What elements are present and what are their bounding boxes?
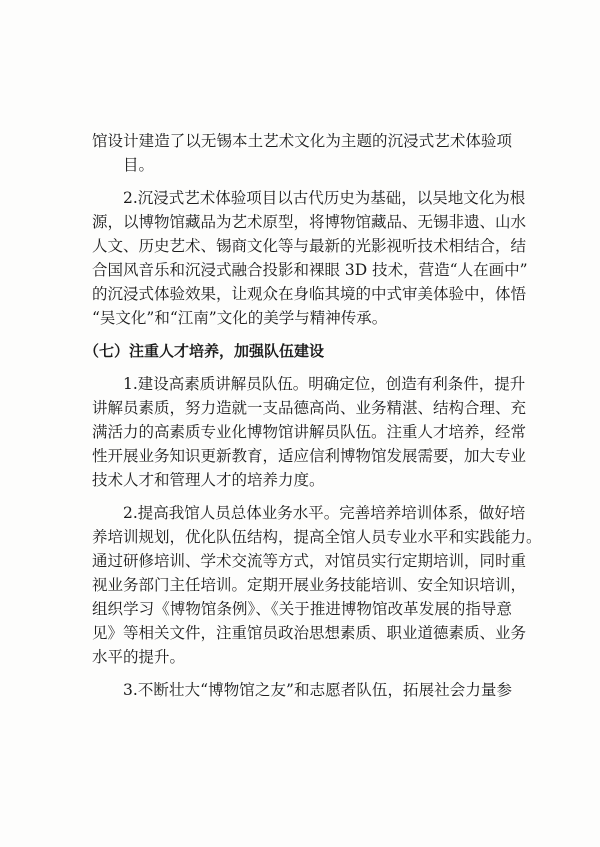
- section-heading: [84, 339, 512, 363]
- text-line: “吴文化”和“江南”文化的美学与精神传承。: [92, 309, 388, 327]
- text-line: 目。: [123, 156, 155, 174]
- text-line: 通过研修培训、学术交流等方式，对馆员实行定期培训，同时重: [92, 552, 527, 570]
- section-heading-text: （七）注重人才培养，加强队伍建设: [84, 342, 325, 360]
- paragraph: [92, 186, 528, 330]
- text-line: 讲解员素质，努力造就一支品德高尚、业务精湛、结构合理、充: [92, 399, 527, 417]
- paragraph: [92, 372, 527, 492]
- document-body: [84, 129, 542, 702]
- paragraph: [92, 678, 512, 702]
- text-line: 2.提高我馆人员总体业务水平。完善培养培训体系，做好培: [123, 504, 526, 522]
- text-line: 1.建设高素质讲解员队伍。明确定位，创造有利条件，提升: [123, 375, 526, 393]
- text-line: 水平的提升。: [92, 648, 186, 666]
- text-line: 见》等相关文件，注重馆员政治思想素质、职业道德素质、业务: [92, 624, 527, 642]
- text-line: 满活力的高素质专业化博物馆讲解员队伍。注重人才培养，经常: [92, 423, 527, 441]
- text-line: 人文、历史艺术、锡商文化等与最新的光影视听技术相结合，结: [92, 237, 527, 255]
- text-line: 馆设计建造了以无锡本土艺术文化为主题的沉浸式艺术体验项: [92, 132, 512, 150]
- text-line: 源，以博物馆藏品为艺术原型，将博物馆藏品、无锡非遗、山水: [92, 213, 527, 231]
- text-line: 养培训规划，优化队伍结构，提高全馆人员专业水平和实践能力。: [92, 528, 542, 546]
- text-line: 技术人才和管理人才的培养力度。: [92, 471, 325, 489]
- text-line: 2.沉浸式艺术体验项目以古代历史为基础，以吴地文化为根: [123, 189, 526, 207]
- text-line: 性开展业务知识更新教育，适应信利博物馆发展需要，加大专业: [92, 447, 527, 465]
- text-line: 组织学习《博物馆条例》、《关于推进博物馆改革发展的指导意: [92, 600, 512, 618]
- text-line: 3.不断壮大“博物馆之友”和志愿者队伍，拓展社会力量参: [123, 681, 512, 699]
- text-line: 的沉浸式体验效果，让观众在身临其境的中式审美体验中，体悟: [92, 285, 527, 303]
- text-line: 合国风音乐和沉浸式融合投影和裸眼 3D 技术，营造“人在画中”: [92, 261, 528, 279]
- paragraph: [92, 501, 542, 669]
- text-line: 视业务部门主任培训。定期开展业务技能培训、安全知识培训，: [92, 576, 527, 594]
- paragraph: [92, 129, 512, 177]
